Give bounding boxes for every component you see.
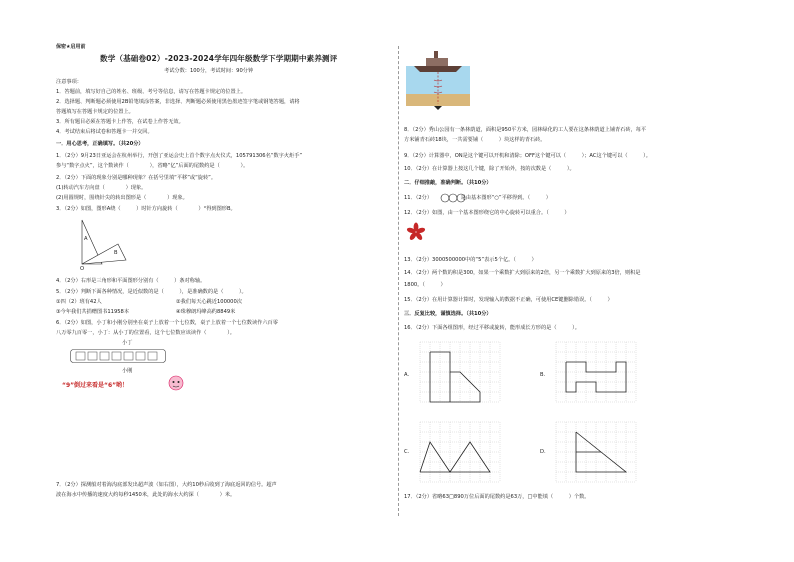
option-a-grid — [420, 342, 500, 402]
question-12: 12．（2分）如图，由一个基本图形绕它的中心旋转可以重合。（ ） — [404, 210, 570, 216]
confidential-label: 保密★启用前 — [56, 44, 86, 50]
question-2-part2: (2)用圆规时，围绕针尖的转出图形是（ ）现象。 — [56, 195, 188, 201]
question-10: 10．（2分）在计算器上按这几个键，除了开始外，按的次数是（ ）。 — [404, 166, 575, 172]
column-divider — [398, 46, 399, 516]
question-8: 8．（2分）秀山公园有一条林荫道，面积是950平方米，园林绿化的工人要在这条林荫道上铺青石砖，每平 — [404, 127, 647, 133]
question-13: 13．（2分）3000500000中的“5”表示5个亿。（ ） — [404, 257, 537, 263]
label-top: 小丁 — [122, 340, 133, 346]
note-item: 4．考试结束后将试卷和答题卡一并交回。 — [56, 129, 153, 135]
left-column — [56, 0, 394, 562]
question-6: 6．（2分）如图，小丁和小刚分别坐在桌子上放着一个七位数，桌子上放着一个七位数读作六百零 — [56, 320, 278, 326]
option-label-b: B. — [540, 372, 546, 378]
note-item: 答题填写在答题卡规定的位置上。 — [56, 109, 134, 115]
question-15: 15．（2分）在用计算器计算时，发现输入的数据不正确，可使用CE键删除错误。（ ） — [404, 297, 613, 303]
option-label-a: A. — [404, 372, 410, 378]
question-17: 17．（2分）省略63□890万位后面的尾数约是63万，□中能填（ ）个数。 — [404, 494, 590, 500]
note-item: 2．选择题、判断题必须使用2B铅笔填涂答案，非选择、判断题必须使用黑色墨迹签字笔或钢笔答题，请将 — [56, 99, 300, 105]
mascot-icon — [166, 372, 186, 392]
notes-title: 注意事项： — [56, 79, 82, 85]
option-label-d: D. — [540, 449, 546, 455]
hint-bubble: “9”倒过来看是“6”哟！ — [62, 382, 129, 389]
digit-boxes — [70, 349, 166, 363]
label-bottom: 小刚 — [122, 368, 133, 374]
option-d-grid — [556, 422, 636, 482]
option-1: ①四（2）班有42人 — [56, 299, 102, 305]
question-1-cont: 参与“数字点火”，这个数读作（ ），省略“亿”后面的尾数约是（ ）。 — [56, 163, 249, 169]
question-2-part1: (1)转动汽车方向盘（ ）现象。 — [56, 185, 147, 191]
question-14-cont: 1800。（ ） — [404, 282, 446, 288]
question-1: 1．（2分）9月23日亚运会在杭州举行，开创了亚运会史上首个数字点火仪式，105791306名“数字火炬手” — [56, 153, 303, 159]
exam-meta: 考试分数：100分，考试时间：90分钟 — [164, 68, 254, 74]
figure-label-o: O — [80, 266, 85, 272]
option-b-grid — [556, 342, 636, 402]
question-4: 4．（2分）右形是三角形和平面图形分别有（ ）条对称轴。 — [56, 278, 206, 284]
question-7-cont: 波在海水中传播的速度大约每秒1450米，此处的海水大约深（ ）米。 — [56, 492, 236, 498]
exam-title: 数学（基础卷02）-2023-2024学年四年级数学下学期期中素养测评 — [100, 54, 338, 63]
flower-emblem-icon — [406, 222, 426, 242]
ship-sonar-illustration — [406, 48, 470, 110]
option-2: ②我们每天心跳近100000次 — [176, 299, 242, 305]
note-item: 1．答题前，填写好自己的姓名、班级、考号等信息，请写在答题卡规定的位置上。 — [56, 89, 247, 95]
question-9: 9．（2分）计算器中，ON是这个键可以开机和清除；OFF这个键可以（ ）；AC这个键可以（ ）。 — [404, 153, 651, 159]
question-3: 3．（2分）如图，图形A绕（ ）时针方向旋转（ ）°得到图形B。 — [56, 206, 236, 212]
question-11: 11．（2分） 是由基本图形“○”平移得到。（ ） — [404, 195, 551, 201]
note-item: 3．所有题目必须在答题卡上作答，在试卷上作答无效。 — [56, 119, 184, 125]
section-heading: 三．反复比较，谨慎选择。（共10分） — [404, 311, 492, 317]
question-14: 14．（2分）两个数的积是300，如果一个乘数扩大到原来的2倍，另一个乘数扩大到原来的3倍，则积是 — [404, 270, 641, 276]
option-label-c: C. — [404, 449, 410, 455]
figure-label-a: A — [84, 236, 88, 242]
right-column — [404, 0, 742, 562]
question-7: 7．（2分）探测船对着海沟底部发出超声波（如右图），大约10秒后收到了海底返回的信号。超声 — [56, 482, 277, 488]
section-heading: 二．仔细推敲，准确判断。（共10分） — [404, 180, 492, 186]
figure-label-b: B — [114, 250, 118, 256]
rotation-figure — [74, 216, 134, 268]
circles-icon — [440, 193, 466, 203]
question-8-cont: 方米铺青石砖18块，一共需要铺（ ）块这样的青石砖。 — [404, 137, 546, 143]
question-5: 5．（2分）判断下面各种情况，是近似数的是（ ），是准确数的是（ ）。 — [56, 289, 247, 295]
option-3: ③今年我们共捐赠图书11958本 — [56, 309, 130, 315]
question-2: 2．（2分）下面的现象分别是哪种现象？在括号里填“平移”或“旋转”。 — [56, 175, 217, 181]
section-heading: 一．用心思考，正确填写。（共20分） — [56, 141, 144, 147]
question-6-cont: 八万零九百零一，小丁：从小丁的位置看，这个七位数应该读作（ ）。 — [56, 330, 235, 336]
question-16: 16．（2分）下面各组图形，经过平移或旋转，能形成长方形的是（ ）。 — [404, 325, 580, 331]
option-c-grid — [420, 422, 500, 482]
option-4: ④珠穆朗玛峰高约8849米 — [176, 309, 236, 315]
